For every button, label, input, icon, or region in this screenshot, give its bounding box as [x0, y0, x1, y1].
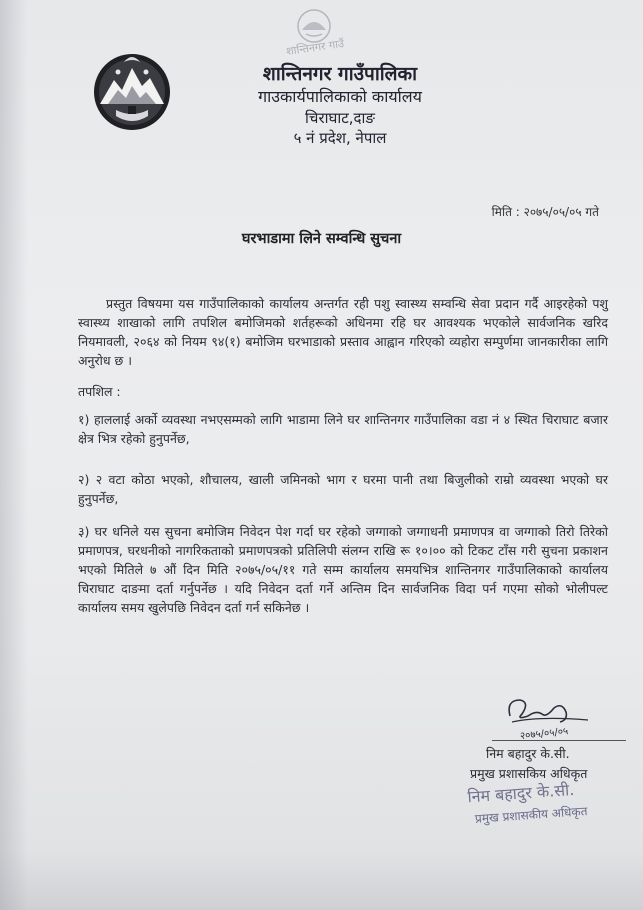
office-province: ५ नं प्रदेश, नेपाल	[293, 129, 387, 147]
signature-line	[492, 740, 626, 741]
details-label: तपशिल :	[78, 384, 121, 399]
handwritten-signature	[470, 686, 620, 746]
notice-date: मिति : २०७५/०५/०५ गते	[491, 205, 599, 219]
paper-shadow-left	[0, 0, 28, 910]
condition-item: २) २ वटा कोठा भएको, शौचालय, खाली जमिनको भाग र घरमा पानी तथा बिजुलीको राम्रो व्यवस्था भएको घर हुनुपर्नेछ,	[78, 472, 608, 506]
office-location: चिराघाट,दाङ	[305, 109, 375, 127]
signer-name: निम बहादुर के.सी.	[486, 746, 570, 761]
condition-item: १) हाललाई अर्को व्यवस्था नभएसम्मको लागि भाडामा लिने घर शान्तिनगर गाउँपालिका वडा नं ४ स्थित चिराघाट बजार क्षेत्र भित्र रहेको हुनुपर्नेछ,	[78, 412, 608, 446]
municipality-name: शान्तिनगर गाउँपालिका	[262, 63, 418, 85]
office-name: गाउकार्यपालिकाको कार्यालय	[258, 87, 422, 106]
stamp-title: प्रमुख प्रशासकीय अधिकृत	[474, 804, 588, 826]
condition-item: ३) घर धनिले यस सुचना बमोजिम निवेदन पेश गर्दा घर रहेको जग्गाको जग्गाधनी प्रमाणपत्र वा जग्गाको तिरो तिरेको प्रमाणपत्र, घरधनीको नागरिकताको प्रमाणपत्रको प्रतिलिपी संलग्न राखि रू १०।०० को टिकट टाँस गरी सुचना प्रकाशन भएको मितिले ७ औं दिन मिति २०७५/०५/११ गते सम्म कार्यालय समयभित्र शान्तिनगर गाउँपालिकाको कार्यालय चिराघाट दाङमा दर्ता गर्नुपर्नेछ । यदि निवेदन दर्ता गर्ने अन्तिम दिन सार्वजनिक विदा पर्न गएमा सोको भोलीपल्ट कार्यालय समय खुलेपछि निवेदन दर्ता गर्न सकिनेछ ।	[78, 524, 608, 615]
paper-shadow-bottom	[0, 850, 643, 910]
stamp-name: निम बहादुर के.सी.	[466, 779, 575, 807]
office-header	[150, 62, 530, 148]
faint-stamp-text: शान्तिनगर गाउँ	[285, 37, 345, 58]
signature-date: २०७५/०५/०५	[519, 726, 569, 743]
signer-title: प्रमुख प्रशासकिय अधिकृत	[470, 766, 588, 781]
notice-subject: घरभाडामा लिने सम्वन्धि सुचना	[241, 231, 402, 247]
intro-paragraph: प्रस्तुत विषयमा यस गाउँपालिकाको कार्यालय अन्तर्गत रही पशु स्वास्थ्य सम्वन्धि सेवा प्रदान गर्दै आइरहेको पशु स्वास्थ्य शाखाको लागि तपशिल बमोजिमको शर्तहरूको अधिनमा रहि घर आवश्यक भएकोले सार्वजनिक खरिद नियमावली, २०६४ को नियम ९४(१) बमोजिम घरभाडाको प्रस्ताव आह्वान गरिएको व्यहोरा सम्पुर्णमा जानकारीका लागि अनुरोध छ ।	[78, 296, 608, 368]
